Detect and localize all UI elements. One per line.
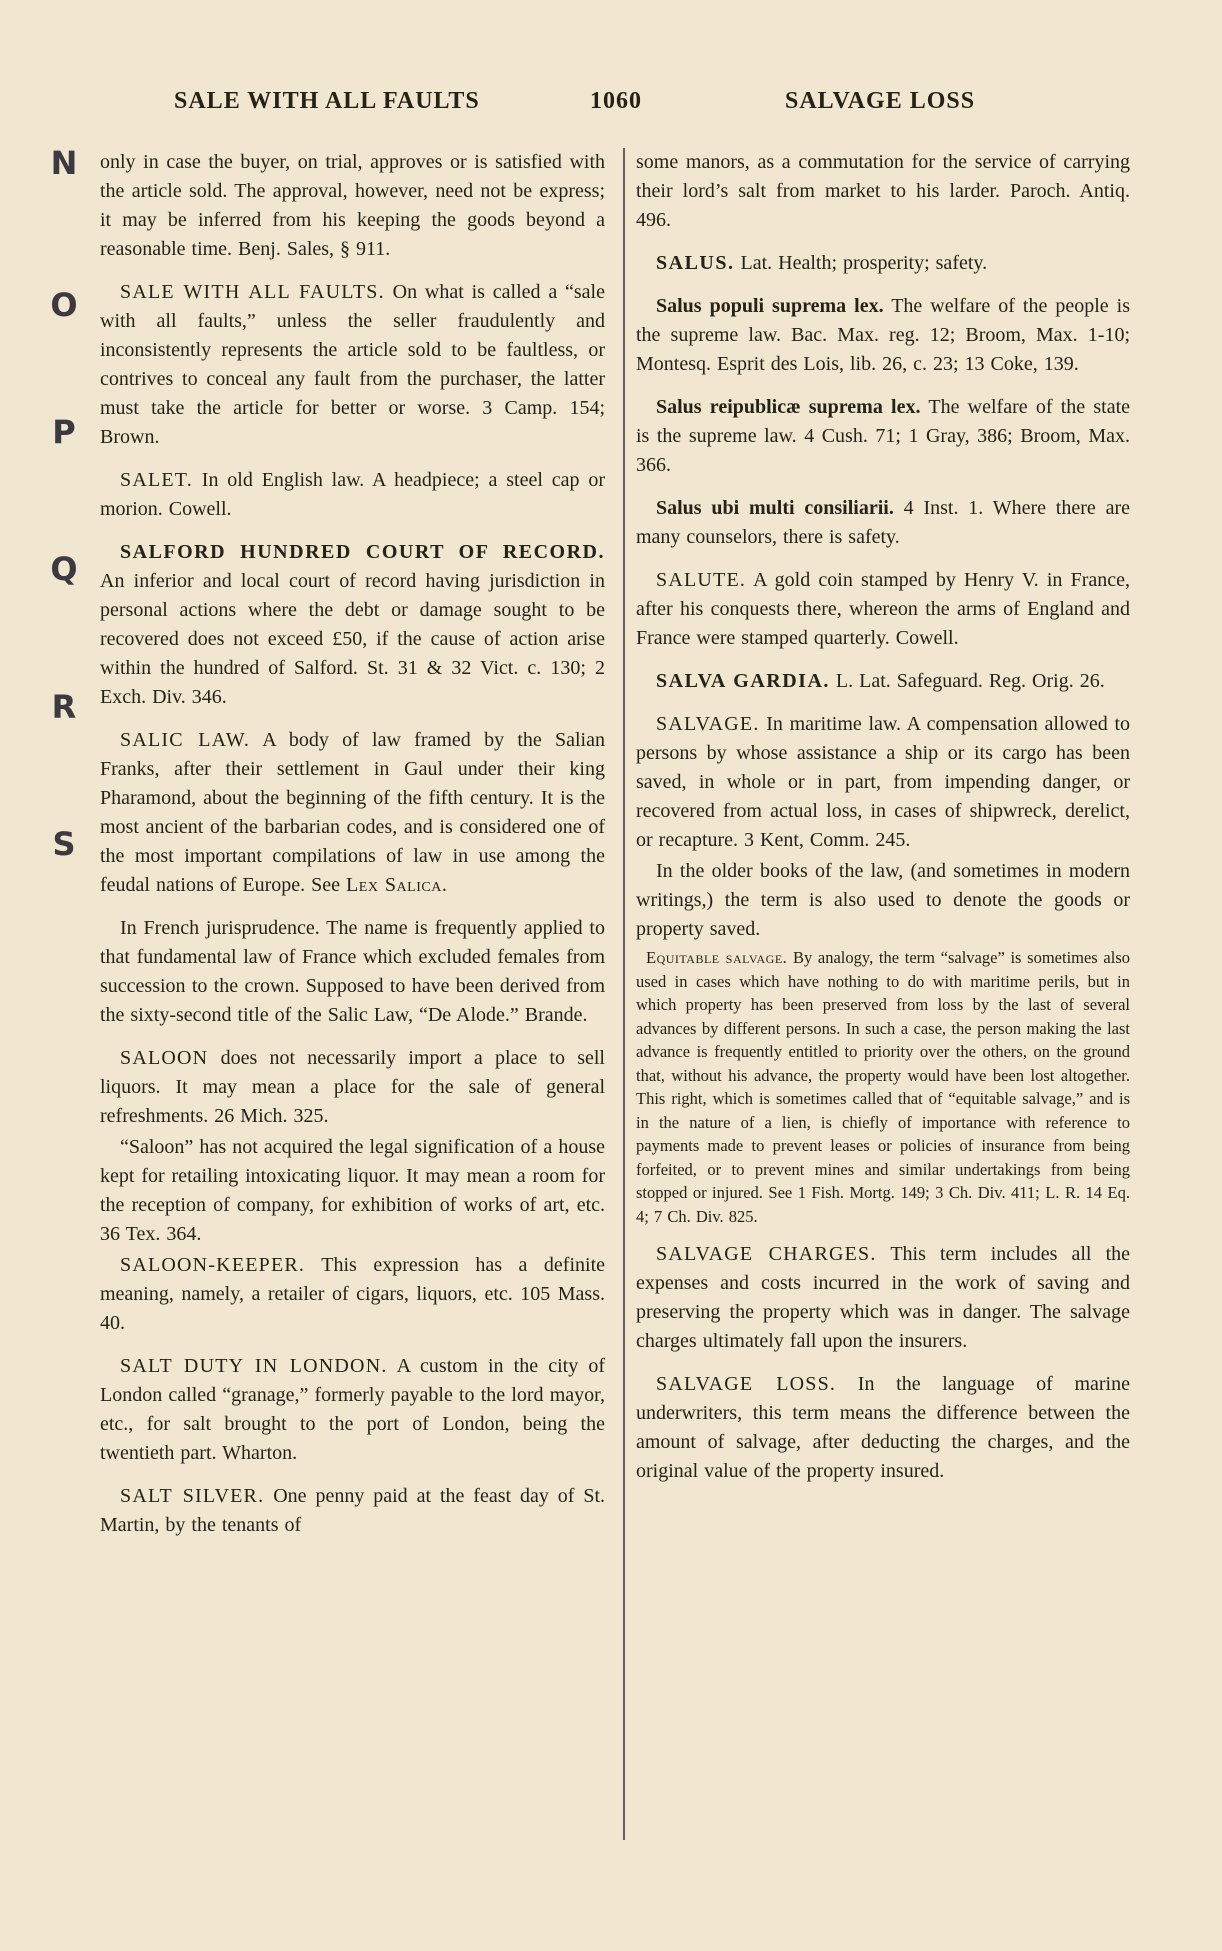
- thumb-index-s[interactable]: S: [52, 825, 76, 863]
- entry-text: By analogy, the term “salvage” is sometimes also used in cases which have nothing to do with maritime perils, but in which property has been preserved from loss by the last of several advances by different persons. In such a case, the person making the last advance is frequently entitled to priority over the others, on the ground that, without his advance, the property would have been lost altogether. This right, which is sometimes called that of “equitable salvage,” and is in the nature of a lien, is chiefly of importance with reference to payments made to prevent leases or policies of insurance from being forfeited, or to prevent mines and similar undertakings from being stopped or injured. See 1 Fish. Mortg. 149; 3 Ch. Div. 411; L. R. 14 Eq. 4; 7 Ch. Div. 825.: [636, 948, 1130, 1226]
- entry-text: In the language of marine underwriters, this term means the difference between the amount of salvage, after deducting the charges, and the original value of the property insured.: [636, 1373, 1130, 1482]
- header-left-title: SALE WITH ALL FAULTS: [174, 88, 480, 114]
- entry-term: SALE WITH ALL FAULTS.: [120, 281, 385, 303]
- entry-text: The welfare of the people is the supreme law. Bac. Max. reg. 12; Broom, Max. 1-10; Montesq. Esprit des Lois, lib. 26, c. 23; 13 Coke, 139.: [636, 295, 1130, 375]
- entry-term: SALVAGE LOSS.: [656, 1373, 837, 1395]
- entry-subterm: Equitable salvage.: [646, 948, 788, 967]
- entry-continuation: some manors, as a commutation for the service of carrying their lord’s salt from market to his larder. Paroch. Antiq. 496.: [636, 151, 1130, 231]
- entry-term: SALT DUTY IN LONDON.: [120, 1355, 388, 1377]
- entry-term: SALT SILVER.: [120, 1485, 265, 1507]
- entry-text: An inferior and local court of record having jurisdiction in personal actions where the debt or damage sought to be recovered does not exceed £50, if the cause of action arise within the hundred of Salford. St. 31 & 32 Vict. c. 130; 2 Exch. Div. 346.: [100, 570, 605, 708]
- entry-equitable-salvage: [636, 946, 1130, 1228]
- entry-text: In maritime law. A compensation allowed to persons by whose assistance a ship or its cargo has been saved, in whole or in part, from impending danger, or recovered from actual loss, in cases of shipwreck, derelict, or recapture. 3 Kent, Comm. 245.: [636, 713, 1131, 851]
- thumb-index-p[interactable]: P: [52, 413, 76, 451]
- entry-salvage: [636, 710, 1130, 855]
- entry-term: SALET.: [120, 469, 193, 491]
- entry-salvage-charges: [636, 1240, 1130, 1356]
- entry-salet: [100, 466, 605, 524]
- entry-text: In old English law. A headpiece; a steel cap or morion. Cowell.: [100, 469, 606, 520]
- entry-saloon-para2: “Saloon” has not acquired the legal signification of a house kept for retailing intoxicating liquor. It may mean a room for the reception of company, for exhibition of works of art, etc. 36 Tex. 364.: [100, 1136, 605, 1245]
- running-header: [160, 88, 1042, 124]
- entry-text: A gold coin stamped by Henry V. in France, after his conquests there, whereon the arms of England and France were stamped quarterly. Cowell.: [636, 569, 1130, 649]
- left-column: [100, 148, 605, 1554]
- entry-term: SALVAGE.: [656, 713, 760, 735]
- cross-reference-link[interactable]: Lex Salica: [346, 874, 442, 896]
- entry-salvage-loss: [636, 1370, 1130, 1486]
- entry-continuation: only in case the buyer, on trial, approves or is satisfied with the article sold. The approval, however, need not be express; it may be inferred from his keeping the goods beyond a reasonable time. Benj. Sales, § 911.: [100, 151, 605, 260]
- entry-term: Salus ubi multi consiliarii.: [656, 497, 894, 519]
- entry-term: SALUTE.: [656, 569, 747, 591]
- thumb-index-o[interactable]: O: [50, 286, 78, 324]
- entry-salvage-para2: In the older books of the law, (and sometimes in modern writings,) the term is also used to denote the goods or property saved.: [636, 860, 1130, 940]
- entry-text: Lat. Health; prosperity; safety.: [740, 252, 988, 274]
- entry-text: L. Lat. Safeguard. Reg. Orig. 26.: [835, 670, 1105, 692]
- entry-salt-duty: [100, 1352, 605, 1468]
- entry-salic-law-para2: In French jurisprudence. The name is frequently applied to that fundamental law of France which excluded females from succession to the crown. Supposed to have been derived from the sixty-second title of the Salic Law, “De Alode.” Brande.: [100, 917, 605, 1026]
- column-divider: [623, 148, 625, 1840]
- entry-text: The welfare of the state is the supreme law. 4 Cush. 71; 1 Gray, 386; Broom, Max. 366.: [636, 396, 1130, 476]
- thumb-index-n[interactable]: N: [50, 144, 78, 182]
- entry-term: SALUS.: [656, 252, 735, 274]
- entry-term: SALOON-KEEPER.: [120, 1254, 306, 1276]
- entry-salt-silver: [100, 1482, 605, 1540]
- right-column: [636, 148, 1130, 1500]
- entry-text: This term includes all the expenses and costs incurred in the work of saving and preserving the property which was in danger. The salvage charges ultimately fall upon the insurers.: [636, 1243, 1131, 1352]
- entry-text: does not necessarily import a place to sell liquors. It may mean a place for the sale of general refreshments. 26 Mich. 325.: [100, 1047, 605, 1127]
- entry-salus-populi: [636, 292, 1130, 379]
- entry-salus-reipublicae: [636, 393, 1130, 480]
- entry-salford: [100, 538, 605, 712]
- entry-text: A custom in the city of London called “granage,” formerly payable to the lord mayor, etc., for salt brought to the port of London, being the twentieth part. Wharton.: [100, 1355, 605, 1464]
- entry-text: One penny paid at the feast day of St. Martin, by the tenants of: [100, 1485, 606, 1536]
- entry-salic-law: [100, 726, 605, 900]
- entry-term: SALVAGE CHARGES.: [656, 1243, 877, 1265]
- entry-salus-ubi: [636, 494, 1130, 552]
- entry-saloon: [100, 1044, 605, 1131]
- entry-text: This expression has a definite meaning, namely, a retailer of cigars, liquors, etc. 105 Mass. 40.: [100, 1254, 605, 1334]
- entry-term: SALVA GARDIA.: [656, 670, 830, 692]
- entry-salus: [636, 249, 1130, 278]
- entry-text: On what is called a “sale with all faults,” unless the seller fraudulently and inconsistently represents the article sold to be faultless, or contrives to conceal any fault from the purchaser, the latter must take the article for better or worse. 3 Camp. 154; Brown.: [100, 281, 605, 448]
- header-right-title: SALVAGE LOSS: [785, 88, 976, 114]
- entry-salute: [636, 566, 1130, 653]
- entry-salva-gardia: [636, 667, 1130, 696]
- page-number: 1060: [590, 88, 642, 114]
- entry-term: SALIC LAW.: [120, 729, 251, 751]
- entry-text: 4 Inst. 1. Where there are many counselors, there is safety.: [636, 497, 1131, 548]
- entry-saloon-keeper: [100, 1251, 605, 1338]
- entry-term: Salus reipublicæ suprema lex.: [656, 396, 921, 418]
- entry-term: SALOON: [120, 1047, 209, 1069]
- thumb-index-r[interactable]: R: [51, 688, 77, 726]
- entry-text: A body of law framed by the Salian Franks, after their settlement in Gaul under their king Pharamond, about the beginning of the fifth century. It is the most ancient of the barbarian codes, and is considered one of the most important compilations of law in use among the feudal nations of Europe. See: [100, 729, 605, 896]
- entry-term: SALFORD HUNDRED COURT OF RECORD.: [120, 541, 605, 563]
- entry-sale-with-all-faults: [100, 278, 605, 452]
- entry-text-end: .: [441, 874, 447, 896]
- thumb-index-q[interactable]: Q: [50, 550, 78, 588]
- entry-term: Salus populi suprema lex.: [656, 295, 884, 317]
